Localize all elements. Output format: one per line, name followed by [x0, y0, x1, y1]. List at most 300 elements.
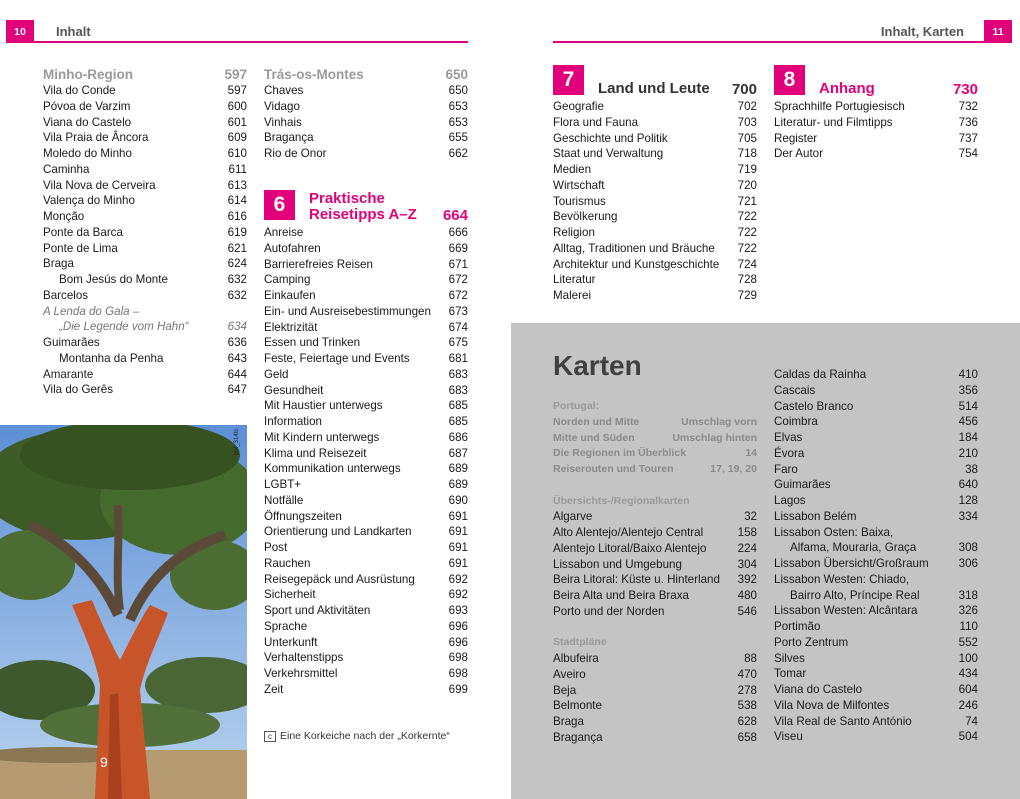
toc-entry-label: Valença do Minho: [43, 194, 135, 208]
toc-entry-label: Alltag, Traditionen und Bräuche: [553, 241, 715, 255]
toc-entry-label: Lissabon Westen: Alcântara: [774, 604, 918, 618]
toc-list: [553, 651, 757, 746]
toc-entry[interactable]: [553, 99, 757, 115]
toc-entry-label: Lagos: [774, 494, 806, 507]
chapter-title-8[interactable]: Anhang: [819, 80, 875, 97]
toc-entry-page: 722: [737, 241, 757, 255]
toc-entry[interactable]: [774, 682, 978, 698]
toc-entry[interactable]: [553, 525, 757, 541]
toc-entry-page: 737: [958, 131, 978, 145]
toc-entry[interactable]: [553, 225, 757, 241]
toc-entry-page: 392: [737, 573, 757, 587]
toc-entry-page: 632: [227, 273, 247, 286]
toc-entry[interactable]: [264, 430, 468, 446]
toc-entry[interactable]: [264, 556, 468, 572]
toc-entry-page: 100: [958, 651, 978, 665]
toc-entry-label: Medien: [553, 163, 592, 176]
toc-entry-page: 643: [227, 351, 247, 365]
toc-entry[interactable]: [774, 619, 978, 635]
toc-entry[interactable]: [43, 162, 247, 178]
toc-entry-label: Chaves: [264, 84, 304, 97]
toc-entry-label: Sicherheit: [264, 588, 316, 602]
toc-list: [553, 99, 757, 304]
maps-column-left: [553, 399, 757, 746]
toc-entry[interactable]: [264, 304, 468, 320]
toc-entry[interactable]: [774, 572, 978, 588]
toc-entry[interactable]: [264, 383, 468, 399]
toc-entry-page: 304: [737, 557, 757, 571]
toc-entry-page: 662: [448, 147, 468, 160]
toc-entry[interactable]: [264, 414, 468, 430]
toc-entry-page: 693: [448, 604, 468, 617]
toc-entry-label: Malerei: [553, 289, 592, 302]
maps-subhead-portugal: Portugal:: [553, 400, 600, 412]
toc-entry-label: Literatur- und Filmtipps: [774, 115, 893, 129]
toc-entry[interactable]: [553, 209, 757, 225]
toc-entry[interactable]: [43, 319, 247, 335]
toc-list: [43, 83, 247, 398]
toc-entry-page: 356: [958, 383, 978, 397]
toc-entry[interactable]: [43, 304, 247, 320]
toc-entry-page: 702: [737, 100, 757, 113]
toc-entry-page: 14: [745, 447, 757, 460]
toc-entry-page: 604: [958, 683, 978, 696]
toc-entry[interactable]: [264, 398, 468, 414]
toc-entry[interactable]: [553, 462, 757, 478]
toc-entry[interactable]: [43, 209, 247, 225]
toc-entry[interactable]: [553, 146, 757, 162]
toc-entry-page: 732: [958, 100, 978, 113]
toc-entry-page: Umschlag vorn: [681, 415, 757, 428]
toc-entry-page: 644: [227, 367, 247, 381]
toc-entry[interactable]: [553, 683, 757, 699]
toc-entry[interactable]: [264, 320, 468, 336]
toc-entry-label: Wirtschaft: [553, 178, 605, 192]
toc-entry-page: 470: [737, 667, 757, 681]
toc-entry-page: 698: [448, 651, 468, 665]
toc-entry[interactable]: [264, 461, 468, 477]
maps-subhead-regional: Übersichts-/Regionalkarten: [553, 494, 690, 507]
toc-entry-page: 691: [448, 556, 468, 570]
toc-entry[interactable]: [553, 509, 757, 525]
toc-entry-label: Ponte de Lima: [43, 241, 118, 255]
toc-entry[interactable]: [264, 682, 468, 698]
toc-entry-label: Caldas da Rainha: [774, 368, 867, 381]
toc-entry-label: Belmonte: [553, 699, 602, 713]
chapter-number-8: 8: [774, 65, 805, 95]
toc-entry[interactable]: [774, 399, 978, 415]
toc-entry-page: 686: [448, 430, 468, 444]
toc-column-3: [553, 99, 757, 304]
toc-entry-page: 683: [448, 367, 468, 381]
toc-entry[interactable]: [553, 698, 757, 714]
toc-entry-page: 696: [448, 619, 468, 633]
toc-entry[interactable]: [264, 99, 468, 115]
toc-entry-label: Literatur: [553, 273, 596, 287]
toc-entry[interactable]: [553, 730, 757, 746]
toc-entry-label: Vila Nova de Milfontes: [774, 698, 890, 712]
toc-entry[interactable]: [774, 414, 978, 430]
toc-entry[interactable]: [774, 666, 978, 682]
toc-entry-label: Coimbra: [774, 415, 818, 429]
chapter-page-7: 700: [731, 81, 757, 98]
chapter-number-7: 7: [553, 65, 584, 95]
toc-entry-page: 672: [448, 289, 468, 302]
toc-entry-label: Vinhais: [264, 115, 302, 129]
toc-entry-label: Essen und Trinken: [264, 336, 361, 350]
toc-entry[interactable]: [553, 588, 757, 604]
toc-entry[interactable]: [264, 477, 468, 493]
toc-entry-label: Elektrizität: [264, 320, 318, 334]
toc-entry-label: Guimarães: [43, 336, 100, 349]
toc-entry-label: Silves: [774, 651, 805, 665]
toc-entry-page: 653: [448, 115, 468, 129]
toc-entry-page: 650: [448, 84, 468, 97]
cork-oak-illustration: [0, 425, 247, 799]
toc-entry-page: 736: [958, 115, 978, 129]
toc-entry[interactable]: [774, 525, 978, 541]
toc-entry-page: 538: [737, 699, 757, 713]
toc-entry-page: 685: [448, 399, 468, 413]
toc-entry-label: Lissabon Übersicht/Großraum: [774, 557, 929, 570]
chapter-page-8: 730: [952, 81, 978, 98]
toc-entry-page: 669: [448, 241, 468, 255]
toc-entry-label: „Die Legende vom Hahn“: [59, 320, 189, 334]
toc-entry-page: 685: [448, 415, 468, 428]
section-heading-minho[interactable]: Minho-Region 597: [43, 67, 247, 82]
toc-entry[interactable]: [553, 431, 757, 447]
toc-entry-page: 719: [737, 163, 757, 176]
toc-entry[interactable]: [553, 446, 757, 462]
toc-entry-page: 689: [448, 478, 468, 491]
toc-entry[interactable]: [553, 557, 757, 573]
toc-entry[interactable]: [774, 603, 978, 619]
toc-entry-label: Staat und Verwaltung: [553, 147, 664, 161]
toc-entry[interactable]: [43, 351, 247, 367]
toc-entry[interactable]: [43, 83, 247, 99]
toc-entry-label: Die Regionen im Überblick: [553, 447, 687, 460]
toc-entry-label: Zeit: [264, 682, 284, 696]
toc-entry-page: 729: [737, 289, 757, 302]
toc-entry[interactable]: [264, 257, 468, 273]
toc-entry[interactable]: [264, 351, 468, 367]
chapter-number-6: 6: [264, 190, 295, 220]
toc-entry[interactable]: [264, 367, 468, 383]
toc-entry-label: Vila Praia de Âncora: [43, 131, 149, 145]
toc-entry-label: Tourismus: [553, 194, 606, 208]
toc-entry-label: Bevölkerung: [553, 210, 618, 224]
toc-list: [553, 415, 757, 478]
toc-entry-page: 754: [958, 147, 978, 161]
toc-entry[interactable]: [774, 99, 978, 115]
toc-entry[interactable]: [553, 572, 757, 588]
toc-entry-label: Cascais: [774, 383, 816, 397]
toc-entry-page: 687: [448, 446, 468, 460]
right-running-head: Inhalt, Karten: [880, 24, 964, 39]
toc-entry[interactable]: [774, 540, 978, 556]
toc-entry-page: 720: [737, 178, 757, 192]
toc-entry[interactable]: [264, 493, 468, 509]
toc-entry-page: 326: [958, 604, 978, 618]
toc-entry-page: 722: [737, 226, 757, 239]
toc-entry[interactable]: [774, 714, 978, 730]
toc-entry[interactable]: [553, 714, 757, 730]
toc-entry[interactable]: [264, 146, 468, 162]
toc-column-1: [43, 66, 247, 398]
toc-entry[interactable]: [264, 635, 468, 651]
toc-column-2-chapter: [264, 225, 468, 698]
toc-entry-label: Mit Kindern unterwegs: [264, 430, 380, 444]
toc-entry[interactable]: [264, 524, 468, 540]
toc-entry[interactable]: [553, 288, 757, 304]
toc-entry-page: 552: [958, 635, 978, 649]
toc-entry-label: Braga: [43, 257, 74, 271]
toc-entry[interactable]: [774, 651, 978, 667]
maps-subhead-stadtplaene: Stadtpläne: [553, 636, 607, 649]
toc-entry[interactable]: [43, 146, 247, 162]
toc-entry[interactable]: [43, 241, 247, 257]
toc-entry-label: Vila do Gerês: [43, 383, 114, 397]
toc-entry[interactable]: [553, 241, 757, 257]
toc-entry-page: 88: [744, 652, 757, 665]
section-heading-tras-os-montes[interactable]: Trás-os-Montes 650: [264, 67, 468, 82]
toc-entry-page: 128: [958, 494, 978, 507]
toc-entry-label: Klima und Reisezeit: [264, 446, 367, 460]
toc-entry[interactable]: [264, 572, 468, 588]
toc-entry[interactable]: [774, 635, 978, 651]
toc-entry-page: 613: [227, 178, 247, 192]
toc-entry-page: 653: [448, 99, 468, 113]
toc-entry-page: 636: [227, 336, 247, 349]
toc-entry-label: Register: [774, 131, 818, 145]
toc-entry-page: 224: [737, 541, 757, 555]
toc-entry-page: 32: [744, 510, 757, 524]
toc-entry[interactable]: [264, 115, 468, 131]
toc-entry[interactable]: [43, 115, 247, 131]
toc-entry-label: Porto und der Norden: [553, 604, 665, 618]
toc-entry[interactable]: [553, 194, 757, 210]
toc-entry[interactable]: [553, 651, 757, 667]
toc-entry-page: 616: [227, 210, 247, 223]
toc-entry-page: 210: [958, 446, 978, 460]
toc-entry-label: Rauchen: [264, 556, 311, 570]
toc-entry[interactable]: [774, 462, 978, 478]
toc-entry-page: 17, 19, 20: [710, 463, 757, 475]
toc-entry[interactable]: [264, 446, 468, 462]
toc-entry-label: Unterkunft: [264, 635, 318, 649]
toc-list: [264, 83, 468, 162]
toc-entry-page: 689: [448, 462, 468, 476]
toc-entry[interactable]: [264, 587, 468, 603]
right-header-rule: [553, 41, 1012, 43]
toc-entry-page: 691: [448, 541, 468, 554]
toc-entry-label: Lissabon und Umgebung: [553, 557, 682, 571]
toc-entry-page: 619: [227, 225, 247, 239]
toc-entry-page: 610: [227, 147, 247, 160]
toc-entry[interactable]: [264, 272, 468, 288]
toc-entry[interactable]: [774, 115, 978, 131]
toc-entry-label: Elvas: [774, 431, 803, 444]
toc-entry[interactable]: [43, 99, 247, 115]
toc-entry-page: 110: [959, 620, 978, 633]
toc-entry[interactable]: [43, 256, 247, 272]
toc-entry[interactable]: [774, 698, 978, 714]
toc-entry[interactable]: [553, 415, 757, 431]
toc-entry-label: Bragança: [553, 730, 603, 744]
toc-entry-label: Autofahren: [264, 241, 321, 255]
toc-entry-page: 546: [737, 604, 757, 618]
toc-entry[interactable]: [553, 604, 757, 620]
toc-entry[interactable]: [774, 509, 978, 525]
toc-entry-page: 632: [227, 288, 247, 302]
toc-entry[interactable]: [264, 540, 468, 556]
toc-entry-label: Gesundheit: [264, 383, 324, 397]
toc-list: [553, 509, 757, 619]
toc-entry-page: 640: [958, 478, 978, 492]
toc-entry[interactable]: [553, 272, 757, 288]
toc-entry[interactable]: [774, 146, 978, 162]
cork-oak-photo: [0, 425, 247, 799]
toc-entry[interactable]: [264, 335, 468, 351]
toc-entry-page: 410: [958, 368, 978, 381]
toc-entry[interactable]: [553, 115, 757, 131]
toc-entry[interactable]: [264, 241, 468, 257]
toc-entry-label: Öffnungszeiten: [264, 509, 342, 523]
toc-entry-page: 158: [737, 526, 757, 539]
toc-entry-page: Umschlag hinten: [672, 431, 757, 444]
toc-entry[interactable]: [553, 178, 757, 194]
toc-entry-page: 671: [448, 257, 468, 271]
camera-icon: c: [264, 731, 276, 742]
toc-entry-label: Information: [264, 415, 322, 428]
toc-entry-label: Bairro Alto, Príncipe Real: [790, 588, 920, 602]
toc-entry[interactable]: [553, 162, 757, 178]
toc-entry[interactable]: [774, 131, 978, 147]
toc-entry-page: 74: [965, 714, 978, 728]
toc-entry[interactable]: [553, 541, 757, 557]
toc-entry-label: Faro: [774, 462, 798, 476]
toc-entry[interactable]: [43, 178, 247, 194]
toc-entry-label: Alto Alentejo/Alentejo Central: [553, 526, 704, 539]
toc-entry-label: Tomar: [774, 667, 807, 681]
toc-entry[interactable]: [43, 288, 247, 304]
toc-entry[interactable]: [774, 493, 978, 509]
left-running-head: Inhalt: [56, 24, 91, 39]
toc-entry-label: Norden und Mitte: [553, 415, 640, 428]
left-header-rule: [6, 41, 468, 43]
toc-entry[interactable]: [774, 556, 978, 572]
toc-entry[interactable]: [774, 383, 978, 399]
toc-entry-label: Lissabon Osten: Baixa,: [774, 525, 894, 539]
toc-entry[interactable]: [264, 603, 468, 619]
toc-entry-label: Barcelos: [43, 288, 89, 302]
toc-entry-page: 703: [737, 115, 757, 129]
toc-entry[interactable]: [553, 667, 757, 683]
toc-entry[interactable]: [264, 130, 468, 146]
toc-entry-label: Sprachhilfe Portugiesisch: [774, 100, 905, 113]
toc-entry[interactable]: [264, 650, 468, 666]
toc-entry-label: Flora und Fauna: [553, 115, 639, 129]
toc-entry[interactable]: [774, 729, 978, 745]
toc-column-4: [774, 99, 978, 162]
toc-entry-label: Viana do Castelo: [43, 115, 132, 129]
toc-entry-page: 718: [737, 147, 757, 161]
toc-entry[interactable]: [774, 446, 978, 462]
toc-entry-label: Feste, Feiertage und Events: [264, 352, 410, 365]
toc-entry-page: 721: [737, 194, 757, 208]
toc-entry[interactable]: [43, 367, 247, 383]
toc-entry-label: Post: [264, 541, 288, 554]
toc-entry-page: 691: [448, 525, 468, 539]
toc-entry-page: 673: [448, 304, 468, 318]
toc-entry-page: 306: [958, 557, 978, 570]
toc-entry-label: Geschichte und Politik: [553, 131, 668, 145]
toc-entry[interactable]: [43, 335, 247, 351]
toc-entry-page: 683: [448, 383, 468, 397]
toc-entry[interactable]: [774, 588, 978, 604]
toc-entry-page: 601: [227, 115, 247, 129]
toc-entry[interactable]: [264, 509, 468, 525]
toc-entry[interactable]: [43, 193, 247, 209]
toc-entry-label: Orientierung und Landkarten: [264, 525, 412, 539]
toc-entry[interactable]: [774, 367, 978, 383]
toc-entry[interactable]: [43, 225, 247, 241]
photo-caption: c Eine Korkeiche nach der „Korkernte“: [264, 730, 450, 742]
toc-entry-label: Alfama, Mouraria, Graça: [790, 541, 917, 555]
photo-credit: pof_314tc: [234, 428, 240, 455]
toc-entry-page: 691: [448, 509, 468, 523]
toc-entry-page: 278: [737, 683, 757, 697]
toc-entry[interactable]: [264, 225, 468, 241]
toc-entry-label: Rio de Onor: [264, 147, 327, 160]
toc-entry-label: Monção: [43, 210, 85, 223]
toc-entry-label: Albufeira: [553, 652, 599, 665]
toc-entry-page: 628: [737, 715, 757, 728]
toc-entry-page: 728: [737, 273, 757, 287]
toc-entry-page: 724: [737, 257, 757, 271]
toc-entry[interactable]: [264, 83, 468, 99]
toc-entry-label: Architektur und Kunstgeschichte: [553, 257, 720, 271]
toc-entry-label: Viseu: [774, 730, 803, 744]
toc-entry-label: Verkehrsmittel: [264, 667, 338, 680]
toc-entry-label: Notfälle: [264, 493, 304, 507]
toc-entry-page: 609: [227, 131, 247, 145]
chapter-title-7[interactable]: Land und Leute: [598, 80, 710, 97]
toc-entry[interactable]: [553, 131, 757, 147]
chapter-title-6[interactable]: Praktische Reisetipps A–Z: [309, 190, 417, 223]
toc-entry[interactable]: [264, 619, 468, 635]
toc-entry-label: Geld: [264, 367, 289, 381]
toc-entry-label: Barrierefreies Reisen: [264, 257, 373, 271]
toc-entry-label: Mitte und Süden: [553, 431, 635, 444]
toc-entry[interactable]: [264, 288, 468, 304]
toc-entry-label: Religion: [553, 226, 595, 239]
toc-entry-label: Caminha: [43, 162, 90, 176]
toc-entry-label: Porto Zentrum: [774, 635, 849, 649]
toc-entry[interactable]: [43, 130, 247, 146]
toc-entry[interactable]: [43, 272, 247, 288]
toc-entry-label: Sport und Aktivitäten: [264, 604, 371, 617]
toc-entry-label: Kommunikation unterwegs: [264, 462, 401, 476]
toc-entry[interactable]: [43, 382, 247, 398]
toc-entry-label: Vila Real de Santo António: [774, 714, 912, 728]
toc-entry-label: Bragança: [264, 131, 314, 145]
toc-entry[interactable]: [774, 430, 978, 446]
toc-entry[interactable]: [774, 477, 978, 493]
toc-entry[interactable]: [553, 257, 757, 273]
toc-entry-label: Amarante: [43, 367, 94, 381]
toc-entry[interactable]: [264, 666, 468, 682]
